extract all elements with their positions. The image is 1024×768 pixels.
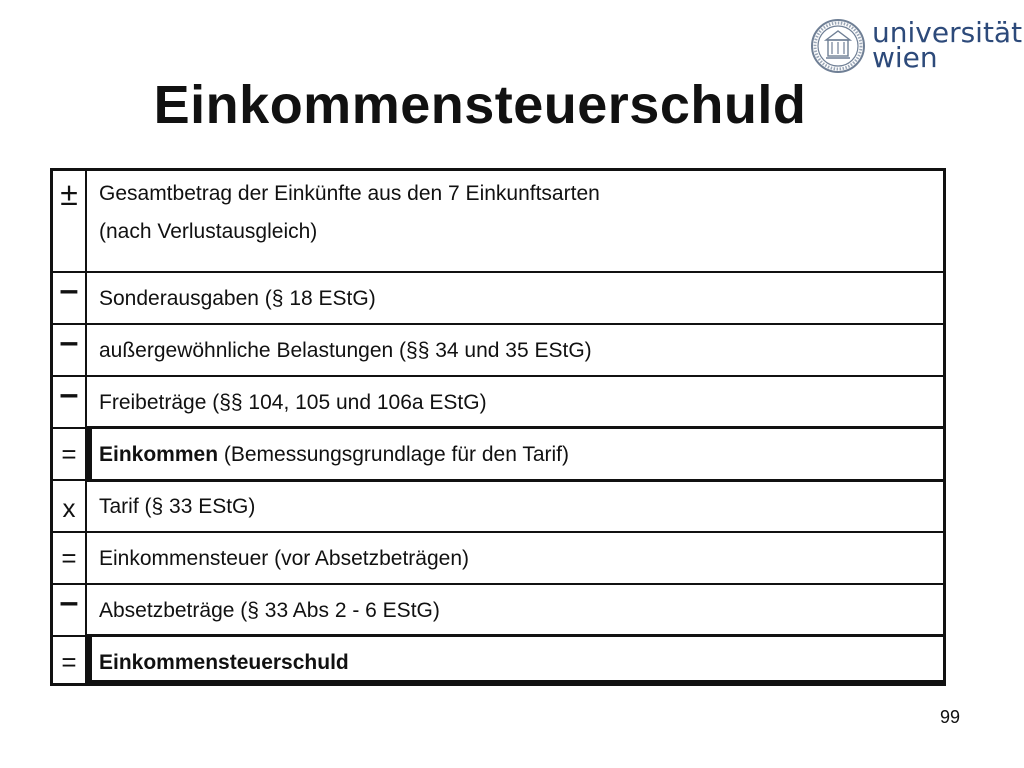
minus-operator: –: [59, 583, 79, 621]
operator-cell: [53, 171, 87, 271]
table-row-special-expenses: [53, 273, 943, 325]
row-text-bold: Einkommensteuerschuld: [99, 651, 349, 674]
table-row-total-income: [53, 171, 943, 273]
description-cell: [87, 377, 943, 427]
row-text: außergewöhnliche Belastungen (§§ 34 und 35 EStG): [99, 339, 592, 362]
operator-cell: [53, 585, 87, 635]
operator-cell: [53, 637, 87, 683]
description-cell: [87, 585, 943, 635]
row-text-rest: (Bemessungsgrundlage für den Tarif): [218, 443, 570, 466]
description-cell: [87, 533, 943, 583]
description-cell: [87, 481, 943, 531]
minus-operator: –: [59, 271, 79, 309]
operator-cell: [53, 533, 87, 583]
minus-operator: –: [59, 375, 79, 413]
plus-minus-operator: ±: [60, 176, 78, 212]
operator-cell: [53, 273, 87, 323]
university-seal-icon: [810, 18, 866, 74]
operator-cell: [53, 429, 87, 479]
row-text: Sonderausgaben (§ 18 EStG): [99, 287, 376, 310]
table-row-tariff: [53, 481, 943, 533]
row-text: Absetzbeträge (§ 33 Abs 2 - 6 EStG): [99, 599, 440, 622]
description-cell: [87, 325, 943, 375]
equals-operator: =: [61, 439, 77, 469]
row-text-line-1: Gesamtbetrag der Einkünfte aus den 7 Einkunftsarten: [99, 182, 600, 205]
description-cell: [87, 429, 943, 479]
row-text: Freibeträge (§§ 104, 105 und 106a EStG): [99, 391, 487, 414]
operator-cell: [53, 325, 87, 375]
multiply-operator: x: [62, 493, 76, 523]
row-text: [99, 436, 943, 474]
operator-cell: [53, 481, 87, 531]
table-row-deductions: [53, 585, 943, 637]
row-text-bold: Einkommen: [99, 443, 219, 466]
logo-line-2: wien: [872, 41, 938, 74]
page-number: 99: [939, 707, 960, 727]
row-text: Einkommensteuer (vor Absetzbeträgen): [99, 547, 470, 570]
logo-line-1: universität: [872, 16, 1023, 49]
row-text: [99, 644, 943, 682]
university-logo-text: [872, 16, 1023, 74]
description-cell: [87, 273, 943, 323]
row-text-line-2: (nach Verlustausgleich): [99, 220, 318, 243]
equals-operator: =: [61, 647, 77, 677]
minus-operator: –: [59, 323, 79, 361]
slide-title: Einkommensteuerschuld: [153, 75, 807, 135]
tax-calculation-table: [50, 168, 946, 686]
table-row-tax-liability: [53, 637, 943, 683]
table-row-allowances: [53, 377, 943, 429]
row-text: Tarif (§ 33 EStG): [99, 495, 256, 518]
description-cell: [87, 637, 943, 683]
university-logo: [810, 16, 1023, 78]
equals-operator: =: [61, 543, 77, 573]
table-row-income: [53, 429, 943, 481]
table-row-extraordinary-burdens: [53, 325, 943, 377]
operator-cell: [53, 377, 87, 427]
table-row-income-tax: [53, 533, 943, 585]
description-cell: [87, 171, 943, 271]
